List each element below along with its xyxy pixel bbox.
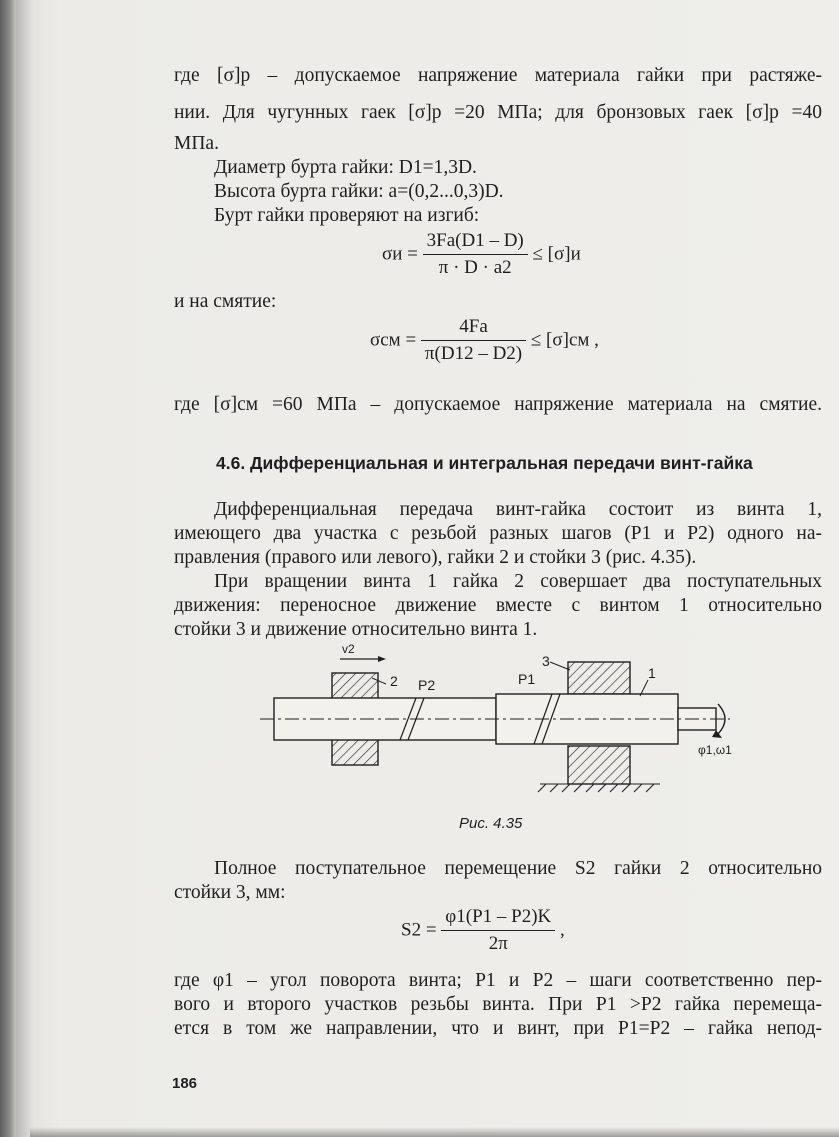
stand-3-top	[568, 662, 630, 694]
formula-displacement	[401, 906, 565, 955]
formula-bending-denominator: π · D · a2	[438, 257, 512, 278]
formula-bending	[382, 230, 581, 279]
para4-line1: Полное поступательное перемещение S2 гайки 2 относительно	[214, 858, 822, 879]
para5-line3: ется в том же направлении, что и винт, при P1=P2 – гайка непод-	[174, 1018, 822, 1039]
ground-hatch	[538, 784, 660, 792]
formula-disp-denominator: 2π	[488, 933, 508, 954]
figure-caption: Рис. 4.35	[459, 815, 523, 832]
page-bottom-edge	[30, 1127, 839, 1137]
para2-line1: Дифференциальная передача винт-гайка состоит из винта 1,	[214, 499, 822, 520]
para3-line1: При вращении винта 1 гайка 2 совершает два поступательных	[214, 571, 822, 592]
collar-diameter-line: Диаметр бурта гайки: D1=1,3D.	[214, 157, 477, 178]
figure-4-35	[250, 640, 750, 800]
formula-bending-lhs: σи =	[382, 243, 418, 265]
para4-line2: стойки 3, мм:	[174, 882, 286, 903]
section-heading: 4.6. Дифференциальная и интегральная передачи винт-гайка	[216, 453, 753, 473]
formula-crush-rhs: ≤ [σ]см ,	[530, 329, 599, 351]
v2-arrowhead	[378, 656, 386, 662]
formula-crush-fraction	[421, 316, 526, 365]
para2-line3: правления (правого или левого), гайки 2 и стойки 3 (рис. 4.35).	[174, 547, 697, 568]
formula-crush-numerator: 4Fa	[421, 316, 526, 341]
formula-bending-rhs: ≤ [σ]и	[532, 243, 581, 265]
leader-3	[550, 662, 570, 670]
label-3: 3	[542, 653, 550, 669]
label-phi-omega: φ1,ω1	[698, 743, 732, 757]
crush-intro: и на смятие:	[174, 291, 277, 312]
formula-crush-denominator: π(D12 – D2)	[424, 343, 523, 364]
formula-crush-lhs: σсм =	[370, 329, 417, 351]
label-p1: P1	[518, 671, 536, 687]
para1-line1: где [σ]р – допускаемое напряжение материала гайки при растяже-	[174, 65, 822, 86]
formula-disp-rhs: ,	[560, 919, 565, 941]
bending-check-line: Бурт гайки проверяют на изгиб:	[214, 205, 480, 226]
crush-note: где [σ]см =60 МПа – допускаемое напряжение материала на смятие.	[174, 394, 822, 415]
formula-disp-lhs: S2 =	[401, 919, 437, 941]
para3-line2: движения: переносное движение вместе с винтом 1 относительно	[174, 595, 822, 616]
label-v2: v2	[342, 642, 355, 656]
formula-disp-numerator: φ1(P1 – P2)K	[441, 906, 555, 931]
label-2: 2	[390, 673, 398, 689]
collar-height-line: Высота бурта гайки: a=(0,2...0,3)D.	[214, 181, 504, 202]
label-1: 1	[648, 665, 656, 681]
para1-line2: нии. Для чугунных гаек [σ]р =20 МПа; для бронзовых гаек [σ]р =40	[174, 102, 822, 123]
page-number: 186	[172, 1075, 198, 1092]
para2-line2: имеющего два участка с резьбой разных шагов (P1 и P2) одного на-	[174, 523, 822, 544]
formula-disp-fraction	[441, 906, 555, 955]
book-gutter-shadow	[0, 0, 16, 1137]
formula-bending-numerator: 3Fa(D1 – D)	[423, 230, 528, 255]
stand-3-bottom	[568, 746, 630, 784]
label-p2: P2	[418, 677, 436, 693]
para5-line1: где φ1 – угол поворота винта; P1 и P2 – шаги соответственно пер-	[174, 970, 822, 991]
formula-crush	[370, 316, 599, 365]
para5-line2: вого и второго участков резьбы винта. При P1 >P2 гайка перемеща-	[174, 994, 822, 1015]
para1-line3: МПа.	[174, 133, 219, 154]
formula-bending-fraction	[423, 230, 528, 279]
book-gutter-fade	[16, 0, 34, 1137]
para3-line3: стойки 3 и движение относительно винта 1.	[174, 619, 538, 640]
